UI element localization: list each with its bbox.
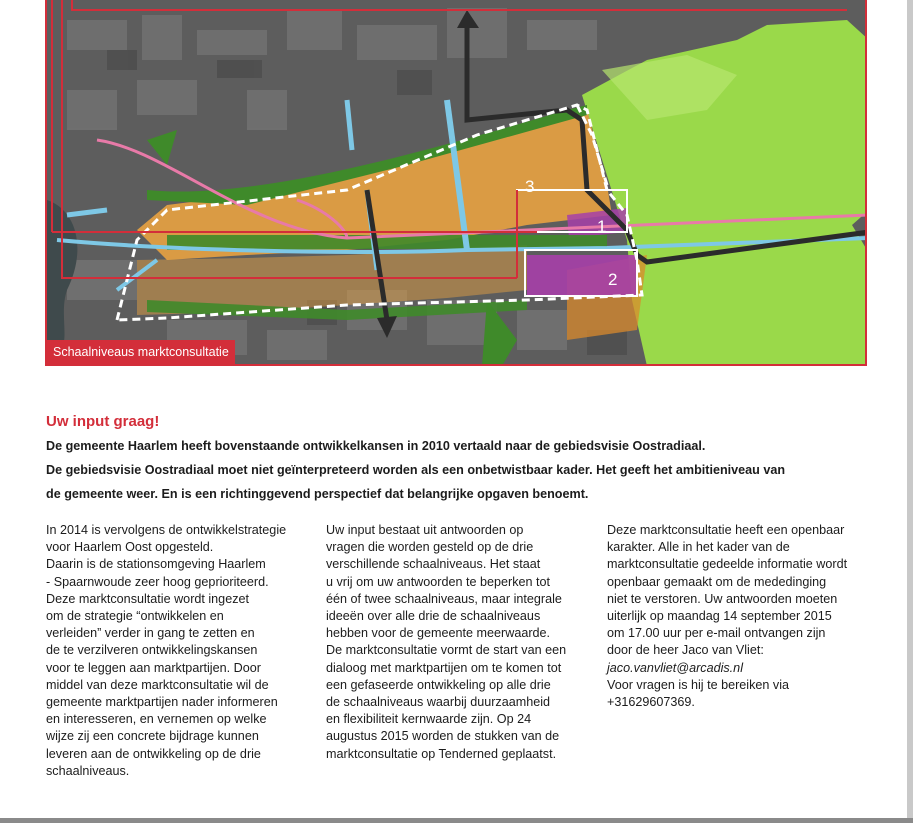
area-map-figure — [45, 0, 867, 366]
column-line: schaalniveaus. — [46, 763, 130, 778]
column-line: en interesseren, en vernemen op welke — [46, 712, 267, 727]
column-line: gemeente marktpartijen nader informeren — [46, 695, 278, 710]
column-line: dialoog met marktpartijen om te komen tot — [326, 660, 562, 675]
column-line: verschillende schaalniveaus. Het staat — [326, 557, 541, 572]
column-line: vragen die worden gesteld op de drie — [326, 540, 534, 555]
column-line: en flexibiliteit kernwaarde zijn. Op 24 — [326, 712, 532, 727]
column-line: augustus 2015 worden de stukken van de — [326, 729, 560, 744]
column-line: Uw input bestaat uit antwoorden op — [326, 523, 524, 537]
zone-label-1: 1 — [597, 217, 607, 236]
column-line: om de strategie “ontwikkelen en — [46, 609, 224, 624]
zone-label-3: 3 — [525, 177, 535, 196]
column-line: de te verzilveren ontwikkelingskansen — [46, 643, 258, 658]
column-line: u vrij om uw antwoorden te beperken tot — [326, 574, 551, 589]
page-edge — [907, 0, 913, 823]
column-line: ideeën over alle drie de schaalniveaus — [326, 609, 541, 624]
section-heading: Uw input graag! — [46, 413, 160, 430]
page-bottom-edge — [0, 818, 913, 823]
text-column-1 — [46, 522, 316, 780]
column-line: - Spaarnwoude zeer hoog geprioriteerd. — [46, 574, 269, 589]
column-line: De marktconsultatie vormt de start van een — [326, 643, 567, 658]
column-line: Deze marktconsultatie heeft een openbaar — [607, 523, 845, 537]
column-line: door de heer Jaco van Vliet: — [607, 643, 764, 658]
zone-label-2: 2 — [608, 270, 618, 289]
map-caption: Schaalniveaus marktconsultatie — [47, 340, 235, 364]
column-line: een gefaseerde ontwikkeling op alle drie — [326, 677, 551, 692]
intro-paragraph — [46, 434, 886, 506]
text-column-2 — [326, 522, 596, 763]
intro-line: De gemeente Haarlem heeft bovenstaande ontwikkelkansen in 2010 vertaald naar de gebiedsvisie Oostradiaal. — [46, 439, 706, 453]
column-line: leveren aan de ontwikkeling op de drie — [46, 746, 261, 761]
column-line: Deze marktconsultatie wordt ingezet — [46, 591, 249, 606]
column-line: om 17.00 uur per e-mail ontvangen zijn — [607, 626, 826, 641]
column-line: uiterlijk op maandag 14 september 2015 — [607, 609, 832, 624]
column-line: niet te verstoren. Uw antwoorden moeten — [607, 591, 838, 606]
intro-line: de gemeente weer. En is een richtinggevend perspectief dat belangrijke opgaven benoemt. — [46, 487, 589, 501]
column-line: hebben voor de gemeente meerwaarde. — [326, 626, 551, 641]
column-line: Daarin is de stationsomgeving Haarlem — [46, 557, 266, 572]
column-line: In 2014 is vervolgens de ontwikkelstrategie — [46, 523, 287, 537]
contact-phone[interactable]: +31629607369. — [607, 695, 695, 710]
column-line: wijze zij een concrete bijdrage kunnen — [46, 729, 259, 744]
contact-email[interactable]: jaco.vanvliet@arcadis.nl — [607, 660, 743, 675]
column-line: Voor vragen is hij te bereiken via — [607, 677, 790, 692]
intro-line: De gebiedsvisie Oostradiaal moet niet geïnterpreteerd worden als een onbetwistbaar kader. Het geeft het ambitieniveau van — [46, 463, 786, 477]
column-line: middel van deze marktconsultatie wil de — [46, 677, 269, 692]
column-line: verleiden” verder in gang te zetten en — [46, 626, 255, 641]
column-line: marktconsultatie op Tenderned geplaatst. — [326, 746, 557, 761]
column-line: karakter. Alle in het kader van de — [607, 540, 790, 555]
column-line: voor Haarlem Oost opgesteld. — [46, 540, 214, 555]
column-line: openbaar gemaakt om de mededinging — [607, 574, 827, 589]
column-line: marktconsultatie gedeelde informatie wordt — [607, 557, 848, 572]
aerial-map-image — [47, 0, 867, 366]
column-line: de schaalniveaus waarbij duurzaamheid — [326, 695, 551, 710]
column-line: één of twee schaalniveaus, maar integrale — [326, 591, 562, 606]
column-line: voor te leggen aan marktpartijen. Door — [46, 660, 261, 675]
text-column-3 — [607, 522, 877, 711]
